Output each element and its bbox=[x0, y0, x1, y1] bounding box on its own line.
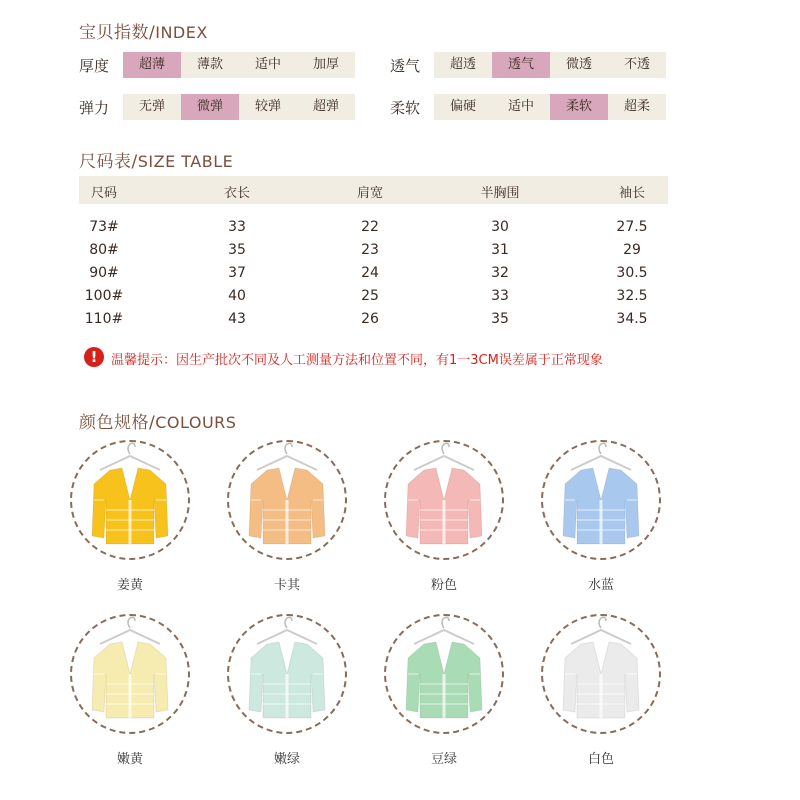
cardigan-image bbox=[227, 614, 347, 734]
colour-name: 卡其 bbox=[273, 578, 300, 593]
size-cell: 29 bbox=[623, 242, 641, 258]
colour-name: 姜黄 bbox=[116, 578, 143, 593]
size-column-header: 衣长 bbox=[223, 186, 250, 201]
warning-icon: ! bbox=[84, 347, 104, 367]
colours-title bbox=[79, 408, 236, 433]
hanger-bar bbox=[414, 630, 474, 644]
colour-name: 水蓝 bbox=[587, 578, 614, 593]
index-option: 超透 bbox=[449, 57, 476, 72]
cardigan-image bbox=[384, 614, 504, 734]
cardigan-image bbox=[70, 440, 190, 560]
size-cell: 23 bbox=[361, 242, 379, 258]
hanger-hook bbox=[599, 443, 606, 454]
size-notice: 温馨提示：因生产批次不同及人工测量方法和位置不同，有1一3CM误差属于正常现象 bbox=[111, 353, 603, 368]
index-option: 超弹 bbox=[312, 99, 339, 114]
index-row-breathability bbox=[390, 51, 666, 79]
hanger-hook bbox=[442, 617, 449, 628]
size-cell: 43 bbox=[228, 311, 246, 327]
index-row-elasticity bbox=[79, 93, 355, 121]
index-option: 加厚 bbox=[312, 57, 339, 72]
index-option: 较弹 bbox=[254, 99, 281, 114]
size-title-en: SIZE TABLE bbox=[137, 152, 234, 171]
colours-title-cn: 颜色规格/ bbox=[79, 413, 156, 433]
size-cell: 30 bbox=[491, 219, 509, 235]
colour-name: 嫩绿 bbox=[273, 752, 300, 767]
hanger-hook bbox=[285, 443, 292, 454]
hanger-bar bbox=[257, 456, 317, 470]
hanger-hook bbox=[285, 617, 292, 628]
size-cell: 24 bbox=[361, 265, 379, 281]
index-scale bbox=[123, 52, 355, 78]
hanger-hook bbox=[128, 443, 135, 454]
size-cell: 30.5 bbox=[616, 265, 648, 281]
index-option: 不透 bbox=[623, 57, 650, 72]
colour-swatch[interactable] bbox=[70, 614, 190, 767]
index-label: 柔软 bbox=[390, 98, 421, 117]
index-option: 无弹 bbox=[138, 99, 165, 114]
index-scale bbox=[434, 52, 666, 78]
size-cell: 32.5 bbox=[616, 288, 648, 304]
size-cell: 90# bbox=[89, 265, 119, 281]
index-option: 薄款 bbox=[196, 57, 223, 72]
size-cell: 33 bbox=[491, 288, 509, 304]
index-label: 厚度 bbox=[79, 56, 110, 75]
colour-name: 嫩黄 bbox=[116, 752, 143, 767]
index-scale bbox=[123, 94, 355, 120]
index-scale bbox=[434, 94, 666, 120]
size-cell: 33 bbox=[228, 219, 246, 235]
size-title-cn: 尺码表/ bbox=[79, 152, 138, 172]
size-column-header: 袖长 bbox=[618, 186, 645, 201]
size-title bbox=[79, 147, 233, 172]
index-option: 柔软 bbox=[550, 94, 608, 120]
hanger-hook bbox=[442, 443, 449, 454]
size-cell: 100# bbox=[84, 288, 124, 304]
colour-swatch[interactable] bbox=[227, 614, 347, 767]
size-cell: 37 bbox=[228, 265, 246, 281]
colour-swatch[interactable] bbox=[541, 440, 661, 593]
size-cell: 80# bbox=[89, 242, 119, 258]
index-option: 透气 bbox=[492, 52, 550, 78]
hanger-hook bbox=[128, 617, 135, 628]
index-option: 超薄 bbox=[123, 52, 181, 78]
size-cell: 35 bbox=[491, 311, 509, 327]
size-cell: 32 bbox=[491, 265, 509, 281]
hanger-bar bbox=[100, 630, 160, 644]
index-title bbox=[79, 18, 208, 43]
index-title-en: INDEX bbox=[155, 23, 208, 42]
colour-swatch[interactable] bbox=[70, 440, 190, 593]
hanger-bar bbox=[571, 630, 631, 644]
index-option: 适中 bbox=[507, 99, 534, 114]
index-row-thickness bbox=[79, 51, 355, 79]
index-option: 微透 bbox=[565, 57, 592, 72]
size-cell: 25 bbox=[361, 288, 379, 304]
hanger-bar bbox=[100, 456, 160, 470]
index-label: 透气 bbox=[390, 56, 421, 75]
colour-name: 白色 bbox=[587, 752, 614, 767]
size-cell: 40 bbox=[228, 288, 246, 304]
index-option: 超柔 bbox=[623, 99, 650, 114]
cardigan-image bbox=[384, 440, 504, 560]
index-option: 微弹 bbox=[181, 94, 239, 120]
index-row-softness bbox=[390, 93, 666, 121]
size-cell: 22 bbox=[361, 219, 379, 235]
size-cell: 27.5 bbox=[616, 219, 648, 235]
cardigan-image bbox=[70, 614, 190, 734]
cardigan-image bbox=[227, 440, 347, 560]
size-cell: 73# bbox=[89, 219, 119, 235]
size-cell: 26 bbox=[361, 311, 379, 327]
hanger-bar bbox=[414, 456, 474, 470]
colour-swatch[interactable] bbox=[541, 614, 661, 767]
colour-name: 豆绿 bbox=[430, 752, 457, 767]
colour-swatch[interactable] bbox=[227, 440, 347, 593]
size-cell: 35 bbox=[228, 242, 246, 258]
size-column-header: 尺码 bbox=[90, 186, 117, 201]
size-column-header: 肩宽 bbox=[356, 186, 383, 201]
size-cell: 110# bbox=[84, 311, 124, 327]
hanger-bar bbox=[571, 456, 631, 470]
colour-swatch[interactable] bbox=[384, 614, 504, 767]
index-option: 适中 bbox=[254, 57, 281, 72]
cardigan-image bbox=[541, 614, 661, 734]
colour-name: 粉色 bbox=[430, 578, 457, 593]
size-cell: 34.5 bbox=[616, 311, 648, 327]
hanger-hook bbox=[599, 617, 606, 628]
index-title-cn: 宝贝指数/ bbox=[79, 23, 156, 43]
cardigan-image bbox=[541, 440, 661, 560]
hanger-bar bbox=[257, 630, 317, 644]
colours-title-en: COLOURS bbox=[155, 413, 237, 432]
size-cell: 31 bbox=[491, 242, 509, 258]
size-column-header: 半胸围 bbox=[480, 186, 520, 201]
colour-swatch[interactable] bbox=[384, 440, 504, 593]
index-label: 弹力 bbox=[79, 98, 110, 117]
index-option: 偏硬 bbox=[449, 99, 476, 114]
